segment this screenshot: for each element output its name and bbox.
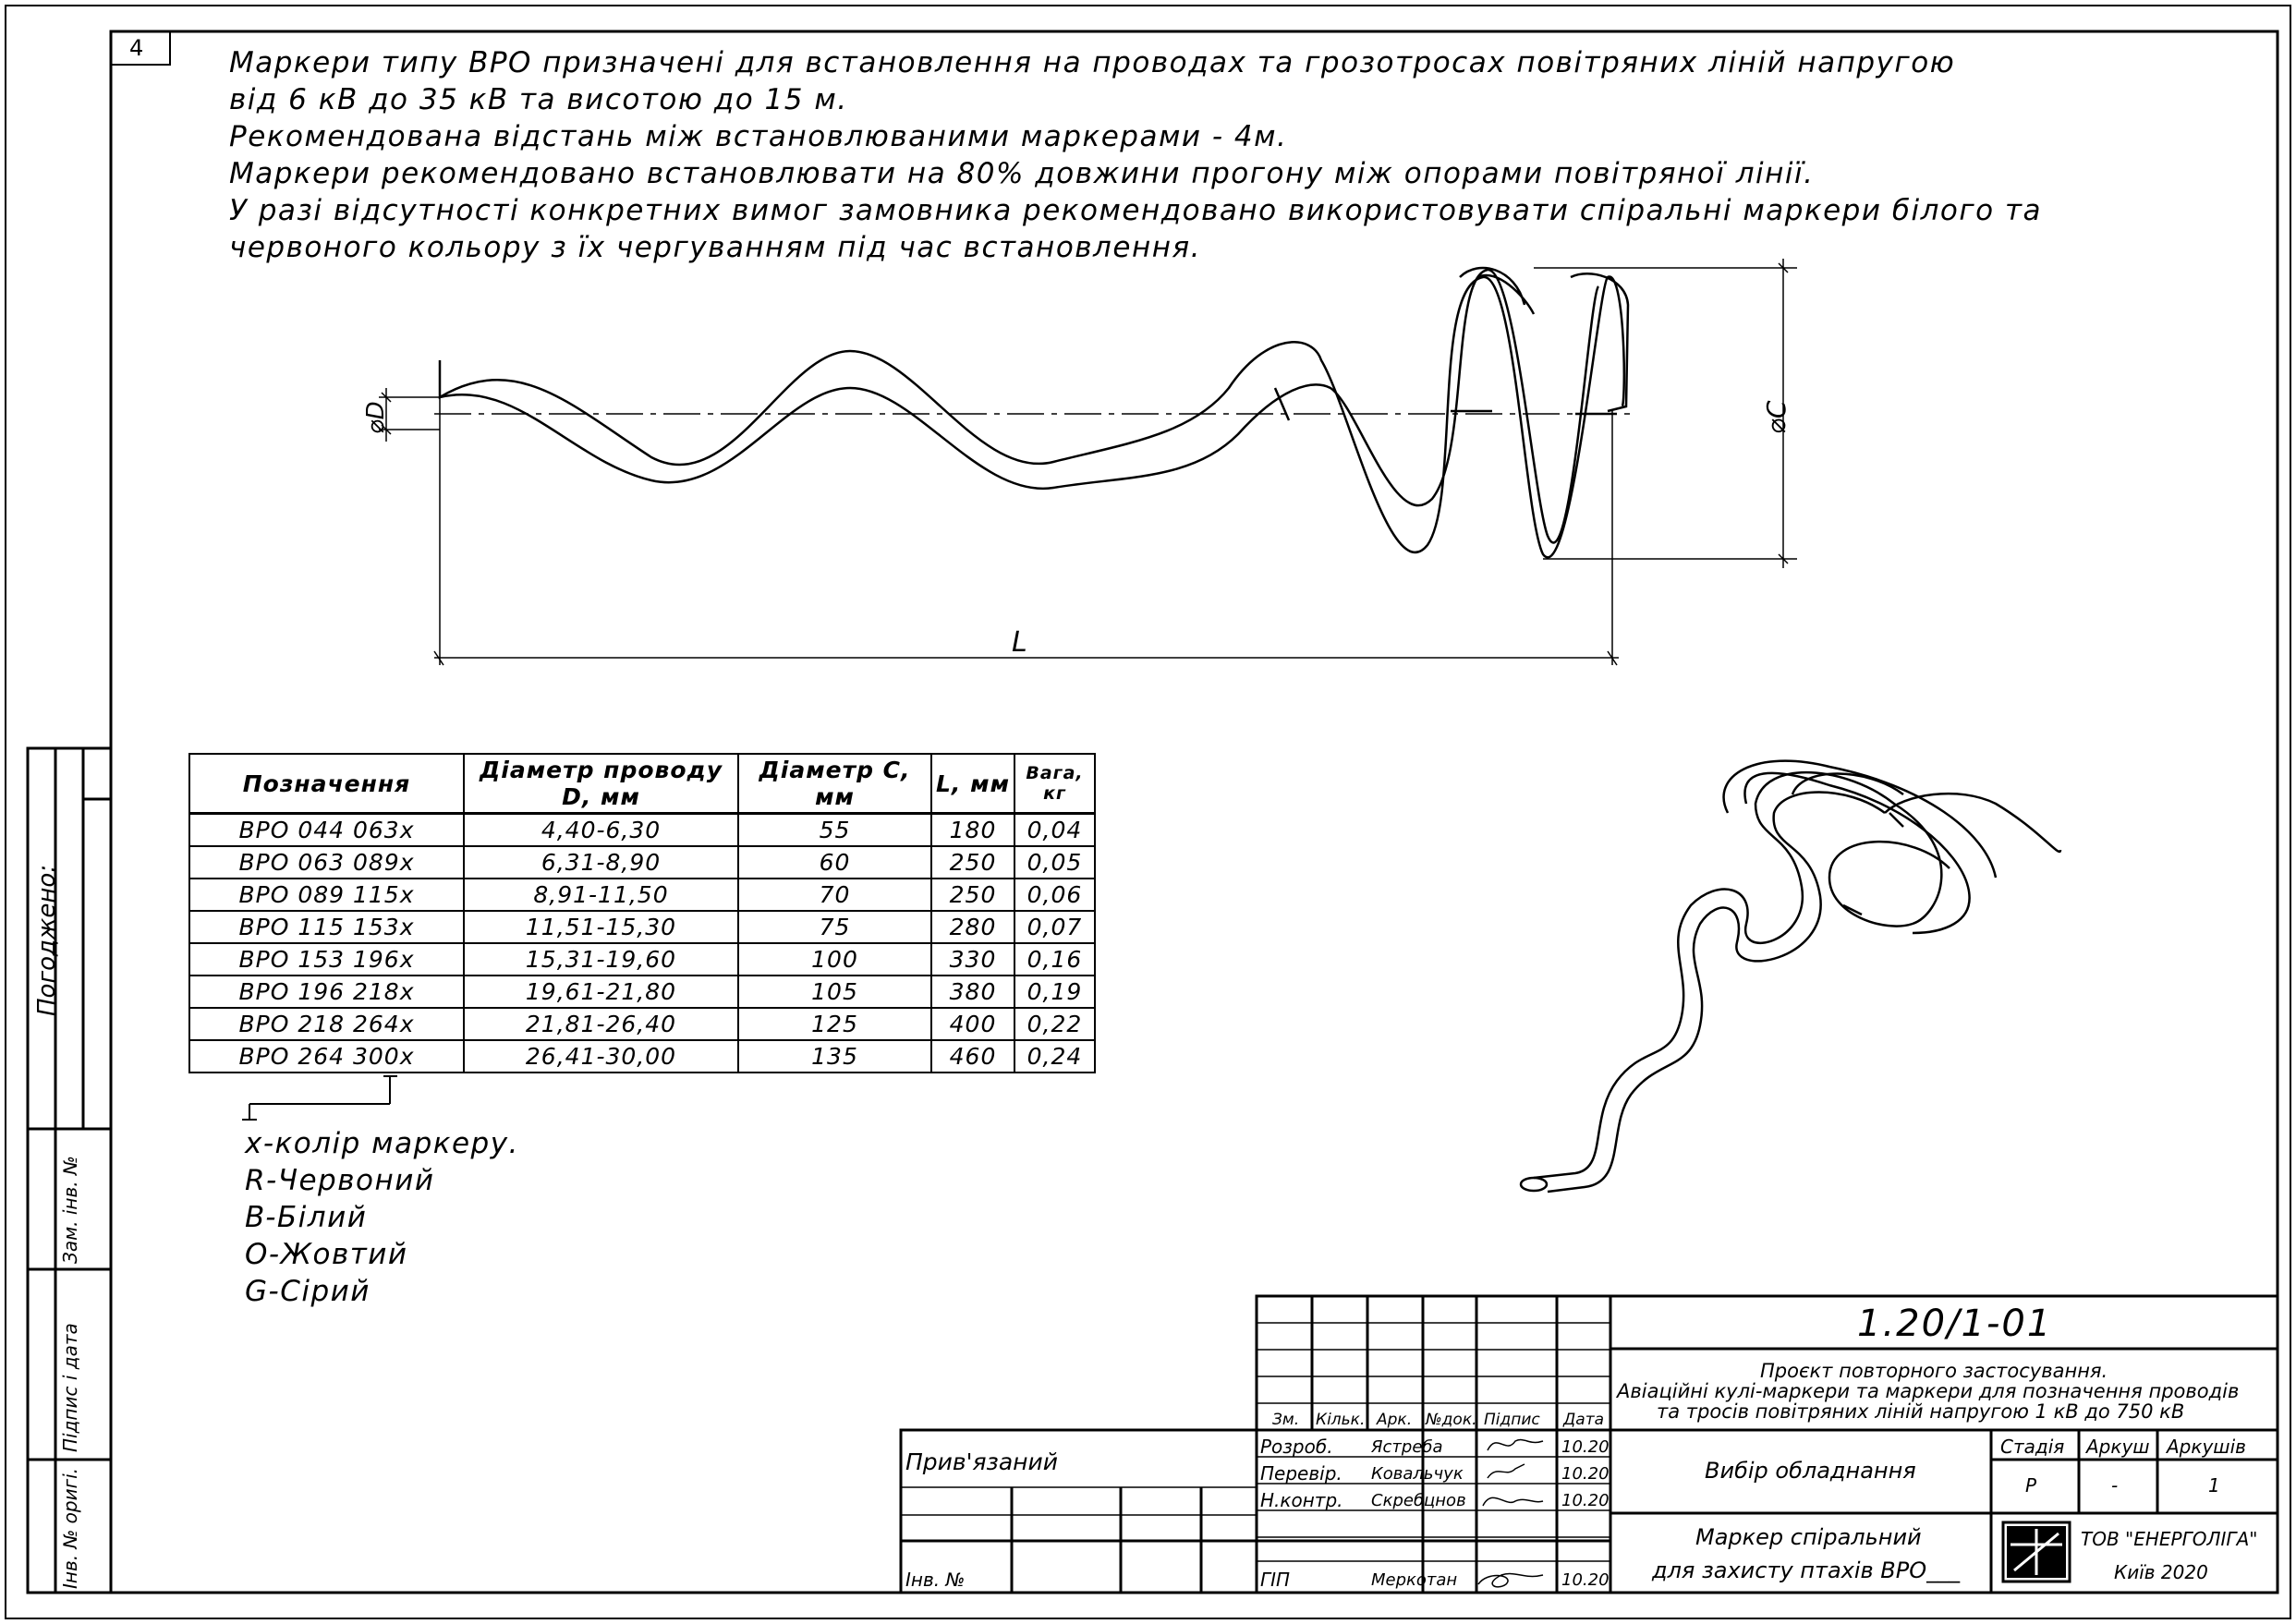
cell-weight: 0,04 xyxy=(1014,814,1095,847)
company-name: ТОВ "ЕНЕРГОЛІГА" xyxy=(2081,1528,2258,1550)
drawing-name-line: Маркер спіральний xyxy=(1695,1524,1922,1550)
cell-code: ВРО 115 153x xyxy=(189,911,464,943)
table-row xyxy=(189,1008,1095,1040)
cell-l: 380 xyxy=(931,976,1014,1008)
cell-weight: 0,06 xyxy=(1014,879,1095,911)
note-line: Рекомендована відстань між встановлюваними маркерами - 4м. xyxy=(229,120,1288,153)
cell-code: ВРО 218 264x xyxy=(189,1008,464,1040)
cell-l: 400 xyxy=(931,1008,1014,1040)
role-label: Перевір. xyxy=(1260,1462,1342,1485)
inv-orig-label: Інв. № оригі. xyxy=(59,1468,81,1589)
cell-code: ВРО 089 115x xyxy=(189,879,464,911)
stage-label: Стадія xyxy=(2000,1436,2065,1458)
col-header: Позначення xyxy=(189,754,464,814)
cell-weight: 0,05 xyxy=(1014,846,1095,879)
sheet-label: Аркуш xyxy=(2086,1436,2150,1458)
col-label: Підпис xyxy=(1484,1411,1540,1429)
project-line: Авіаційні кулі-маркери та маркери для позначення проводів xyxy=(1617,1380,2240,1402)
table-row xyxy=(189,976,1095,1008)
project-line: та тросів повітряних ліній напругою 1 кВ до 750 кВ xyxy=(1657,1400,2185,1423)
sign-date: 10.20 xyxy=(1561,1570,1610,1590)
legend-line: x-колір маркеру. xyxy=(245,1127,519,1160)
cell-d: 15,31-19,60 xyxy=(464,943,738,976)
stage-value: Р xyxy=(2025,1474,2037,1497)
cell-c: 135 xyxy=(738,1040,931,1073)
cell-code: ВРО 063 089x xyxy=(189,846,464,879)
cell-c: 100 xyxy=(738,943,931,976)
note-line: Маркери типу ВРО призначені для встановлення на проводах та грозотросах повітряних ліній напругою xyxy=(229,46,1956,79)
col-header: Діаметр С, мм xyxy=(738,754,931,814)
cell-weight: 0,24 xyxy=(1014,1040,1095,1073)
cell-l: 250 xyxy=(931,879,1014,911)
cell-l: 250 xyxy=(931,846,1014,879)
dim-l-label: L xyxy=(1012,626,1027,659)
cell-c: 70 xyxy=(738,879,931,911)
sign-date: 10.20 xyxy=(1561,1491,1610,1510)
signatures xyxy=(1478,1440,1543,1587)
person-name: Ястреба xyxy=(1371,1437,1443,1457)
project-line: Проєкт повторного застосування. xyxy=(1760,1360,2108,1382)
table-row xyxy=(189,846,1095,879)
spiral-side-view xyxy=(440,268,1628,557)
col-label: Зм. xyxy=(1272,1411,1300,1429)
cell-c: 55 xyxy=(738,814,931,847)
cell-c: 75 xyxy=(738,911,931,943)
note-line: червоного кольору з їх чергуванням під час встановлення. xyxy=(229,231,1201,264)
company-city: Київ 2020 xyxy=(2114,1561,2208,1583)
cell-code: ВРО 196 218x xyxy=(189,976,464,1008)
sheet-number: 4 xyxy=(129,35,144,61)
cell-l: 460 xyxy=(931,1040,1014,1073)
cell-d: 11,51-15,30 xyxy=(464,911,738,943)
dim-d-label: ⌀D xyxy=(362,401,390,434)
inv-no-label: Інв. № xyxy=(905,1569,966,1591)
dim-c-label: ⌀C xyxy=(1761,400,1792,434)
col-label: Кільк. xyxy=(1316,1411,1366,1429)
legend-line: B-Білий xyxy=(245,1201,368,1234)
legend-leader xyxy=(242,1076,397,1120)
note-line: Маркери рекомендовано встановлювати на 80% довжини прогону між опорами повітряної лінії. xyxy=(229,157,1815,190)
note-line: У разі відсутності конкретних вимог замовника рекомендовано використовувати спіральні маркери білого та xyxy=(229,194,2043,227)
cell-d: 21,81-26,40 xyxy=(464,1008,738,1040)
table-row xyxy=(189,879,1095,911)
cell-code: ВРО 044 063x xyxy=(189,814,464,847)
cell-weight: 0,16 xyxy=(1014,943,1095,976)
col-header: L, мм xyxy=(931,754,1014,814)
cell-c: 125 xyxy=(738,1008,931,1040)
dimension-lines xyxy=(379,259,1797,665)
cell-c: 60 xyxy=(738,846,931,879)
col-label: №док. xyxy=(1426,1411,1477,1429)
person-name: Меркотан xyxy=(1371,1570,1458,1590)
bound-label: Прив'язаний xyxy=(905,1448,1059,1475)
agreed-label: Погоджено: xyxy=(33,864,61,1016)
sheets-label: Аркушів xyxy=(2167,1436,2246,1458)
col-label: Арк. xyxy=(1377,1411,1413,1429)
drawing-code: 1.20/1-01 xyxy=(1857,1303,2053,1345)
spec-table xyxy=(188,753,1096,1073)
cell-code: ВРО 153 196x xyxy=(189,943,464,976)
note-line: від 6 кВ до 35 кВ та висотою до 15 м. xyxy=(229,83,848,116)
sign-date-label: Підпис і дата xyxy=(59,1323,81,1452)
sign-date: 10.20 xyxy=(1561,1464,1610,1484)
cell-c: 105 xyxy=(738,976,931,1008)
cell-weight: 0,22 xyxy=(1014,1008,1095,1040)
cell-code: ВРО 264 300x xyxy=(189,1040,464,1073)
person-name: Ковальчук xyxy=(1371,1464,1464,1484)
table-header-row xyxy=(189,754,1095,814)
col-header: Вага, кг xyxy=(1014,754,1095,814)
cell-d: 26,41-30,00 xyxy=(464,1040,738,1073)
col-label: Дата xyxy=(1563,1411,1605,1429)
company-logo xyxy=(2003,1522,2070,1582)
col-header: Діаметр проводу D, мм xyxy=(464,754,738,814)
sheet-value: - xyxy=(2111,1474,2119,1497)
inv-replace-label: Зам. інв. № xyxy=(59,1156,81,1264)
cell-l: 180 xyxy=(931,814,1014,847)
table-row xyxy=(189,911,1095,943)
spiral-isometric-view xyxy=(1521,761,2060,1192)
cell-l: 280 xyxy=(931,911,1014,943)
role-label: ГІП xyxy=(1260,1569,1291,1591)
person-name: Скребцнов xyxy=(1371,1491,1466,1510)
sheets-value: 1 xyxy=(2208,1474,2220,1497)
legend-line: R-Червоний xyxy=(245,1164,435,1197)
sign-date: 10.20 xyxy=(1561,1437,1610,1457)
cell-d: 8,91-11,50 xyxy=(464,879,738,911)
cell-weight: 0,07 xyxy=(1014,911,1095,943)
drawing-name-line: для захисту птахів ВРО___ xyxy=(1652,1557,1961,1583)
cell-weight: 0,19 xyxy=(1014,976,1095,1008)
role-label: Розроб. xyxy=(1260,1436,1333,1458)
table-row xyxy=(189,814,1095,847)
section-title: Вибір обладнання xyxy=(1705,1458,1916,1484)
cell-d: 19,61-21,80 xyxy=(464,976,738,1008)
legend-line: G-Сірий xyxy=(245,1275,371,1308)
role-label: Н.контр. xyxy=(1260,1489,1343,1511)
cell-l: 330 xyxy=(931,943,1014,976)
table-row xyxy=(189,1040,1095,1073)
table-row xyxy=(189,943,1095,976)
legend-line: O-Жовтий xyxy=(245,1238,408,1271)
cell-d: 4,40-6,30 xyxy=(464,814,738,847)
cell-d: 6,31-8,90 xyxy=(464,846,738,879)
